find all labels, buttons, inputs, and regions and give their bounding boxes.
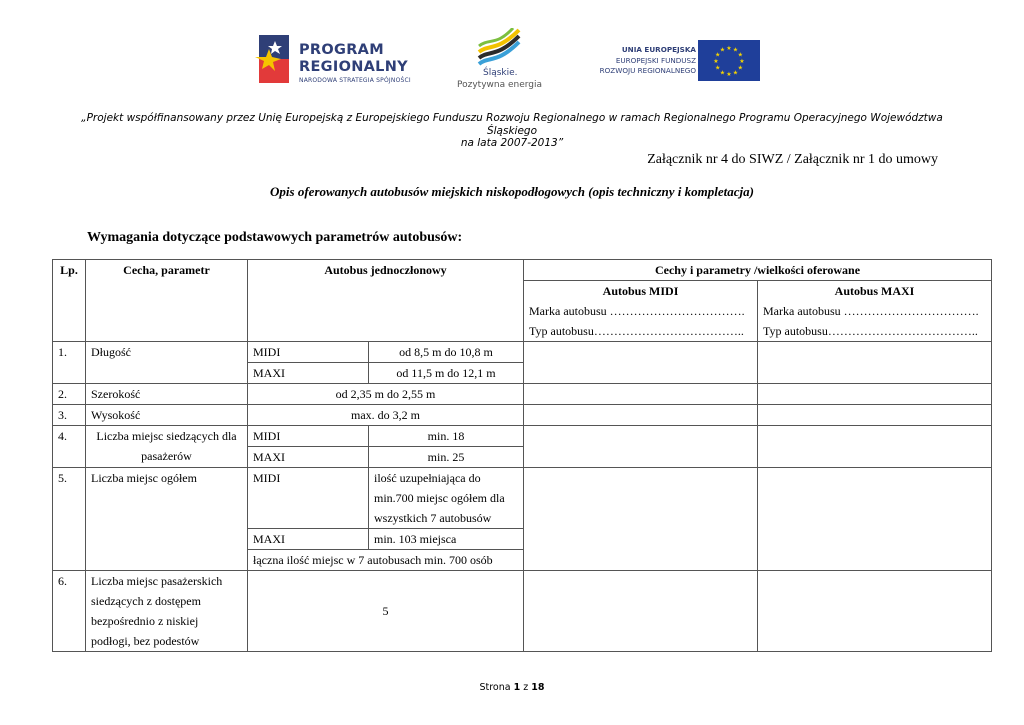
header-offered: Cechy i parametry /wielkości oferowane [524, 260, 992, 281]
row5-midi-value-line1: ilość uzupełniająca do [374, 471, 481, 485]
row5-maxi-value: min. 103 miejsca [369, 529, 524, 550]
row5-total: łączna ilość miejsc w 7 autobusach min. 700 osób [248, 550, 524, 571]
header-maxi: Autobus MAXI [758, 281, 992, 302]
row5-param: Liczba miejsc ogółem [86, 468, 248, 571]
header-param: Cecha, parametr [86, 260, 248, 342]
row3-offer-midi [524, 405, 758, 426]
program-logo-line2: REGIONALNY [299, 59, 408, 75]
program-regionalny-logo [255, 33, 435, 87]
row4-midi-value: min. 18 [369, 426, 524, 447]
header-lp: Lp. [53, 260, 86, 342]
attachment-label: Załącznik nr 4 do SIWZ / Załącznik nr 1 do umowy [647, 152, 938, 167]
svg-text:★: ★ [739, 58, 745, 65]
svg-text:★: ★ [719, 69, 726, 77]
program-logo-line1: PROGRAM [299, 42, 384, 58]
row4-param-line1: Liczba miejsc siedzących dla [96, 429, 237, 443]
cofinancing-note-line1: „Projekt współfinansowany przez Unię Europejską z Europejskiego Funduszu Rozwoju Regionalnego w ramach Regionalnego Programu Operacyjnego Województwa Śląskiego [81, 112, 943, 137]
footer-page-total: 18 [531, 682, 545, 693]
row1-lp: 1. [53, 342, 86, 384]
row1-offer-midi [524, 342, 758, 384]
row5-offer-midi [524, 468, 758, 571]
row2-offer-maxi [758, 384, 992, 405]
table-row [53, 342, 992, 363]
cofinancing-note-line2: na lata 2007-2013” [460, 137, 564, 149]
footer-separator: z [523, 682, 529, 693]
svg-text:★: ★ [715, 51, 721, 59]
row4-maxi-value: min. 25 [369, 447, 524, 468]
typ-maxi-field: Typ autobusu……………………………….. [758, 321, 992, 342]
row1-midi-label: MIDI [248, 342, 369, 363]
row2-lp: 2. [53, 384, 86, 405]
table-header-row [53, 260, 992, 281]
table-row [53, 468, 992, 529]
row4-offer-maxi [758, 426, 992, 468]
slaskie-waves-icon [475, 28, 523, 66]
row2-param: Szerokość [86, 384, 248, 405]
table-row [53, 571, 992, 652]
footer-page-number: 1 [513, 682, 521, 693]
row5-maxi-label: MAXI [248, 529, 369, 550]
row1-midi-value: od 8,5 m do 10,8 m [369, 342, 524, 363]
table-row [53, 405, 992, 426]
row5-midi-value-line3: wszystkich 7 autobusów [374, 511, 492, 525]
document-subtitle: Opis oferowanych autobusów miejskich niskopodłogowych (opis techniczny i kompletacja) [270, 184, 754, 199]
marka-midi-field: Marka autobusu ……………………………. [524, 301, 758, 321]
row3-offer-maxi [758, 405, 992, 426]
eu-flag-icon [698, 40, 760, 81]
slaskie-logo-line2: Pozytywna energia [457, 80, 543, 90]
svg-text:★: ★ [719, 46, 726, 54]
page-footer [0, 682, 1024, 693]
row2-offer-midi [524, 384, 758, 405]
row3-value: max. do 3,2 m [248, 405, 524, 426]
row6-value: 5 [248, 571, 524, 652]
row6-param-line2: siedzących z dostępem [91, 594, 201, 608]
row4-param-line2: pasażerów [141, 449, 192, 463]
row4-maxi-label: MAXI [248, 447, 369, 468]
table-row [53, 426, 992, 447]
svg-text:★: ★ [737, 51, 743, 59]
row5-midi-value [369, 468, 524, 529]
row6-lp: 6. [53, 571, 86, 652]
row1-offer-maxi [758, 342, 992, 384]
row2-value: od 2,35 m do 2,55 m [248, 384, 524, 405]
eu-logo-line1: UNIA EUROPEJSKA [621, 45, 696, 54]
slaskie-logo-line1: Śląskie. [483, 68, 518, 78]
svg-text:★: ★ [737, 64, 743, 72]
row4-param [86, 426, 248, 468]
row5-midi-value-line2: min.700 miejsc ogółem dla [374, 491, 505, 505]
eu-logo-line2: EUROPEJSKI FUNDUSZ [615, 56, 696, 65]
typ-midi-field: Typ autobusu……………………………….. [524, 321, 758, 342]
row4-midi-label: MIDI [248, 426, 369, 447]
row6-param-line4: podłogi, bez podestów [91, 634, 200, 648]
row4-offer-midi [524, 426, 758, 468]
row1-maxi-label: MAXI [248, 363, 369, 384]
cofinancing-note [80, 112, 944, 150]
section-title: Wymagania dotyczące podstawowych parametrów autobusów: [87, 230, 463, 245]
row5-lp: 5. [53, 468, 86, 571]
row1-maxi-value: od 11,5 m do 12,1 m [369, 363, 524, 384]
requirements-table [52, 259, 992, 652]
row4-lp: 4. [53, 426, 86, 468]
table-row [53, 384, 992, 405]
svg-text:★: ★ [713, 58, 719, 65]
row3-param: Wysokość [86, 405, 248, 426]
header-bus: Autobus jednoczłonowy [248, 260, 524, 342]
row3-lp: 3. [53, 405, 86, 426]
marka-maxi-field: Marka autobusu ……………………………. [758, 301, 992, 321]
row5-offer-maxi [758, 468, 992, 571]
footer-prefix: Strona [479, 682, 511, 693]
svg-text:★: ★ [726, 71, 732, 78]
row6-param-line3: bezpośrednio z niskiej [91, 614, 199, 628]
row6-offer-maxi [758, 571, 992, 652]
row5-midi-label: MIDI [248, 468, 369, 529]
header-midi: Autobus MIDI [524, 281, 758, 302]
program-logo-line3: NARODOWA STRATEGIA SPÓJNOŚCI [299, 77, 411, 84]
svg-text:★: ★ [715, 64, 721, 72]
eu-logo [582, 40, 762, 82]
svg-text:★: ★ [732, 46, 739, 54]
slaskie-logo [453, 28, 543, 96]
svg-text:★: ★ [726, 45, 732, 52]
svg-text:★: ★ [732, 69, 739, 77]
eu-logo-line3: ROZWOJU REGIONALNEGO [599, 66, 696, 75]
row6-offer-midi [524, 571, 758, 652]
row6-param [86, 571, 248, 652]
row6-param-line1: Liczba miejsc pasażerskich [91, 574, 223, 588]
program-regionalny-flag-icon [255, 35, 291, 83]
row1-param: Długość [86, 342, 248, 384]
